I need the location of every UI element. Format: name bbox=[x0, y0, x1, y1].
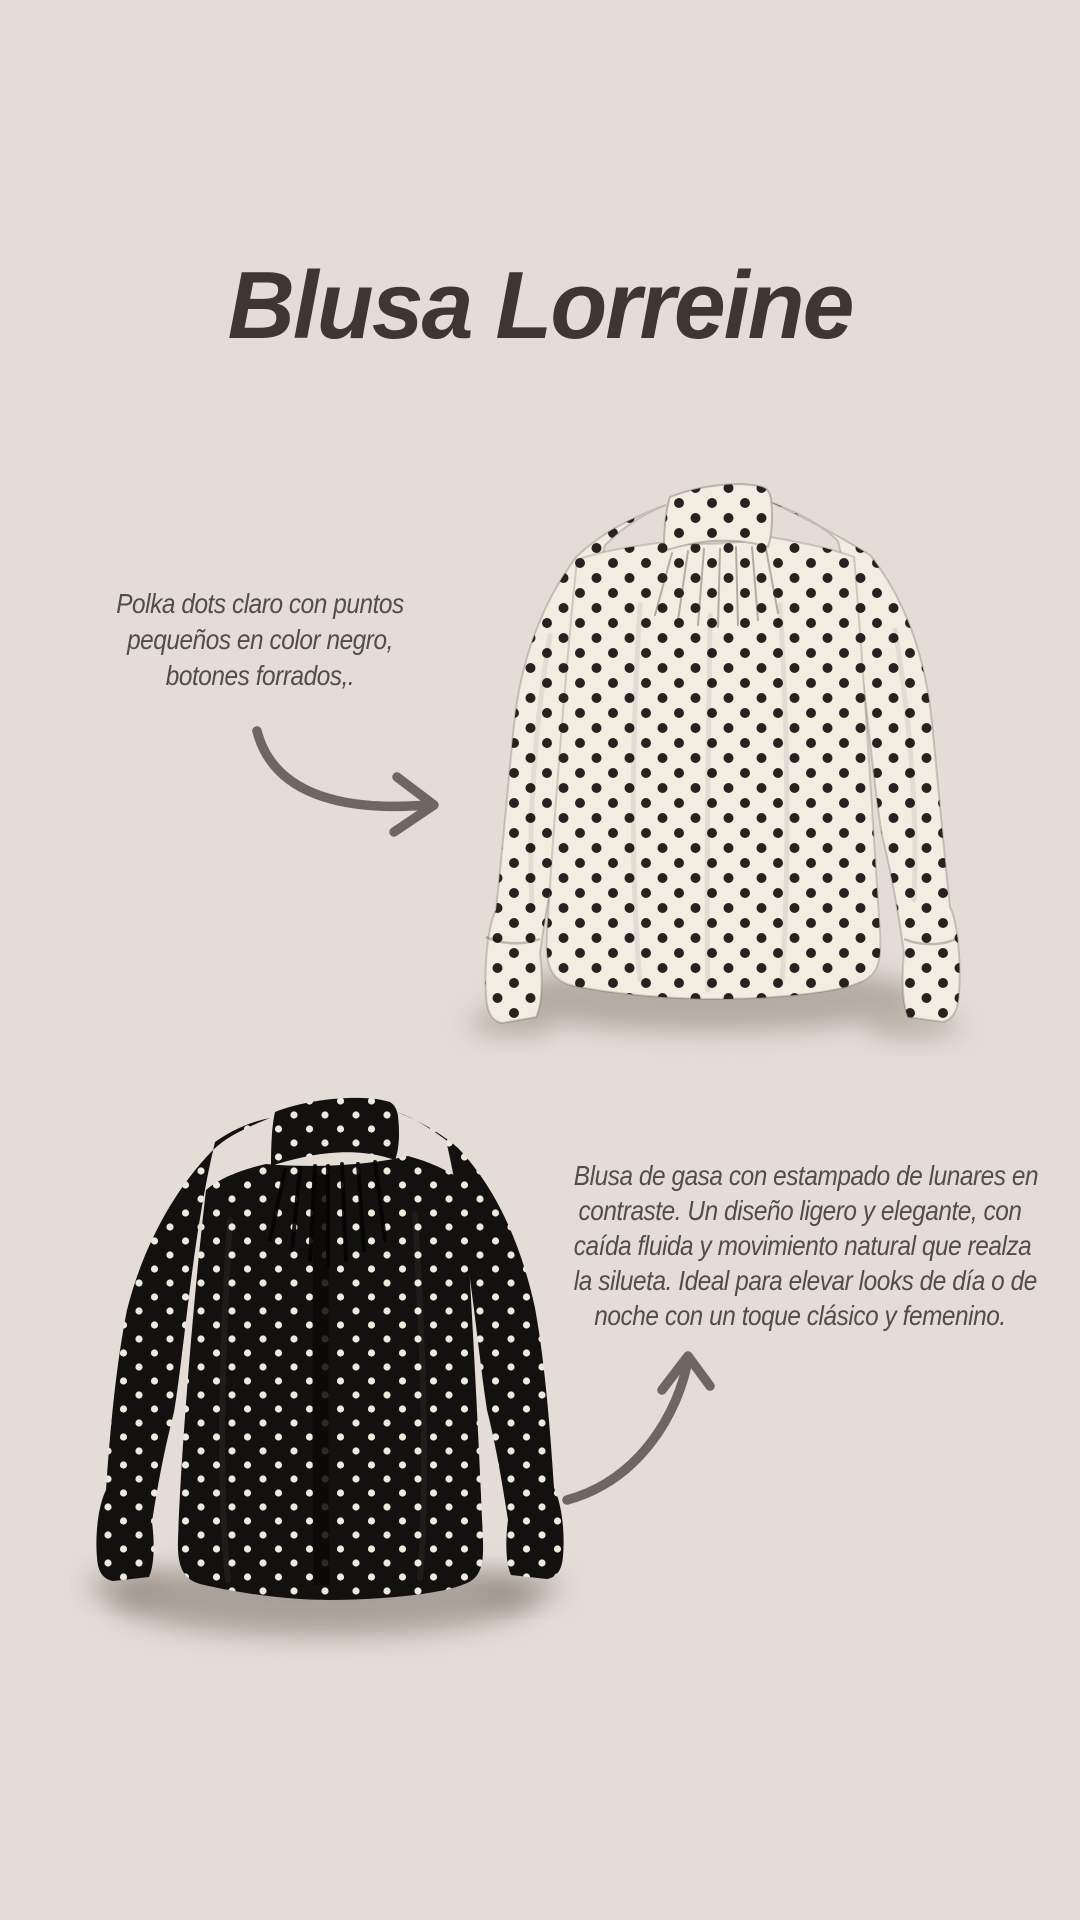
white-blouse-caption bbox=[103, 586, 416, 694]
white-blouse-neckband bbox=[664, 484, 772, 551]
black-polka-dot-blouse bbox=[70, 1080, 580, 1670]
caption-line: Blusa de gasa con estampado de lunares en bbox=[573, 1160, 1039, 1191]
caption-line: Polka dots claro con puntos bbox=[116, 588, 404, 619]
black-blouse-neckband bbox=[271, 1098, 399, 1166]
caption-line: contraste. Un diseño ligero y elegante, con bbox=[578, 1195, 1022, 1226]
caption-line: noche con un toque clásico y femenino. bbox=[594, 1300, 1006, 1331]
curved-arrow-to-white-blouse-icon bbox=[245, 715, 445, 845]
caption-line: caída fluida y movimiento natural que realza bbox=[573, 1230, 1032, 1261]
white-polka-dot-blouse bbox=[440, 465, 980, 1075]
caption-line: la silueta. Ideal para elevar looks de día o de bbox=[573, 1265, 1037, 1296]
black-blouse-caption bbox=[573, 1158, 1039, 1333]
caption-line: pequeños en color negro, bbox=[127, 624, 393, 655]
page-title: Blusa Lorreine bbox=[227, 252, 853, 359]
curved-arrow-up-icon bbox=[552, 1338, 727, 1513]
white-blouse-body bbox=[547, 537, 881, 999]
black-blouse-placket bbox=[321, 1175, 323, 1585]
caption-line: botones forrados,. bbox=[165, 660, 355, 691]
